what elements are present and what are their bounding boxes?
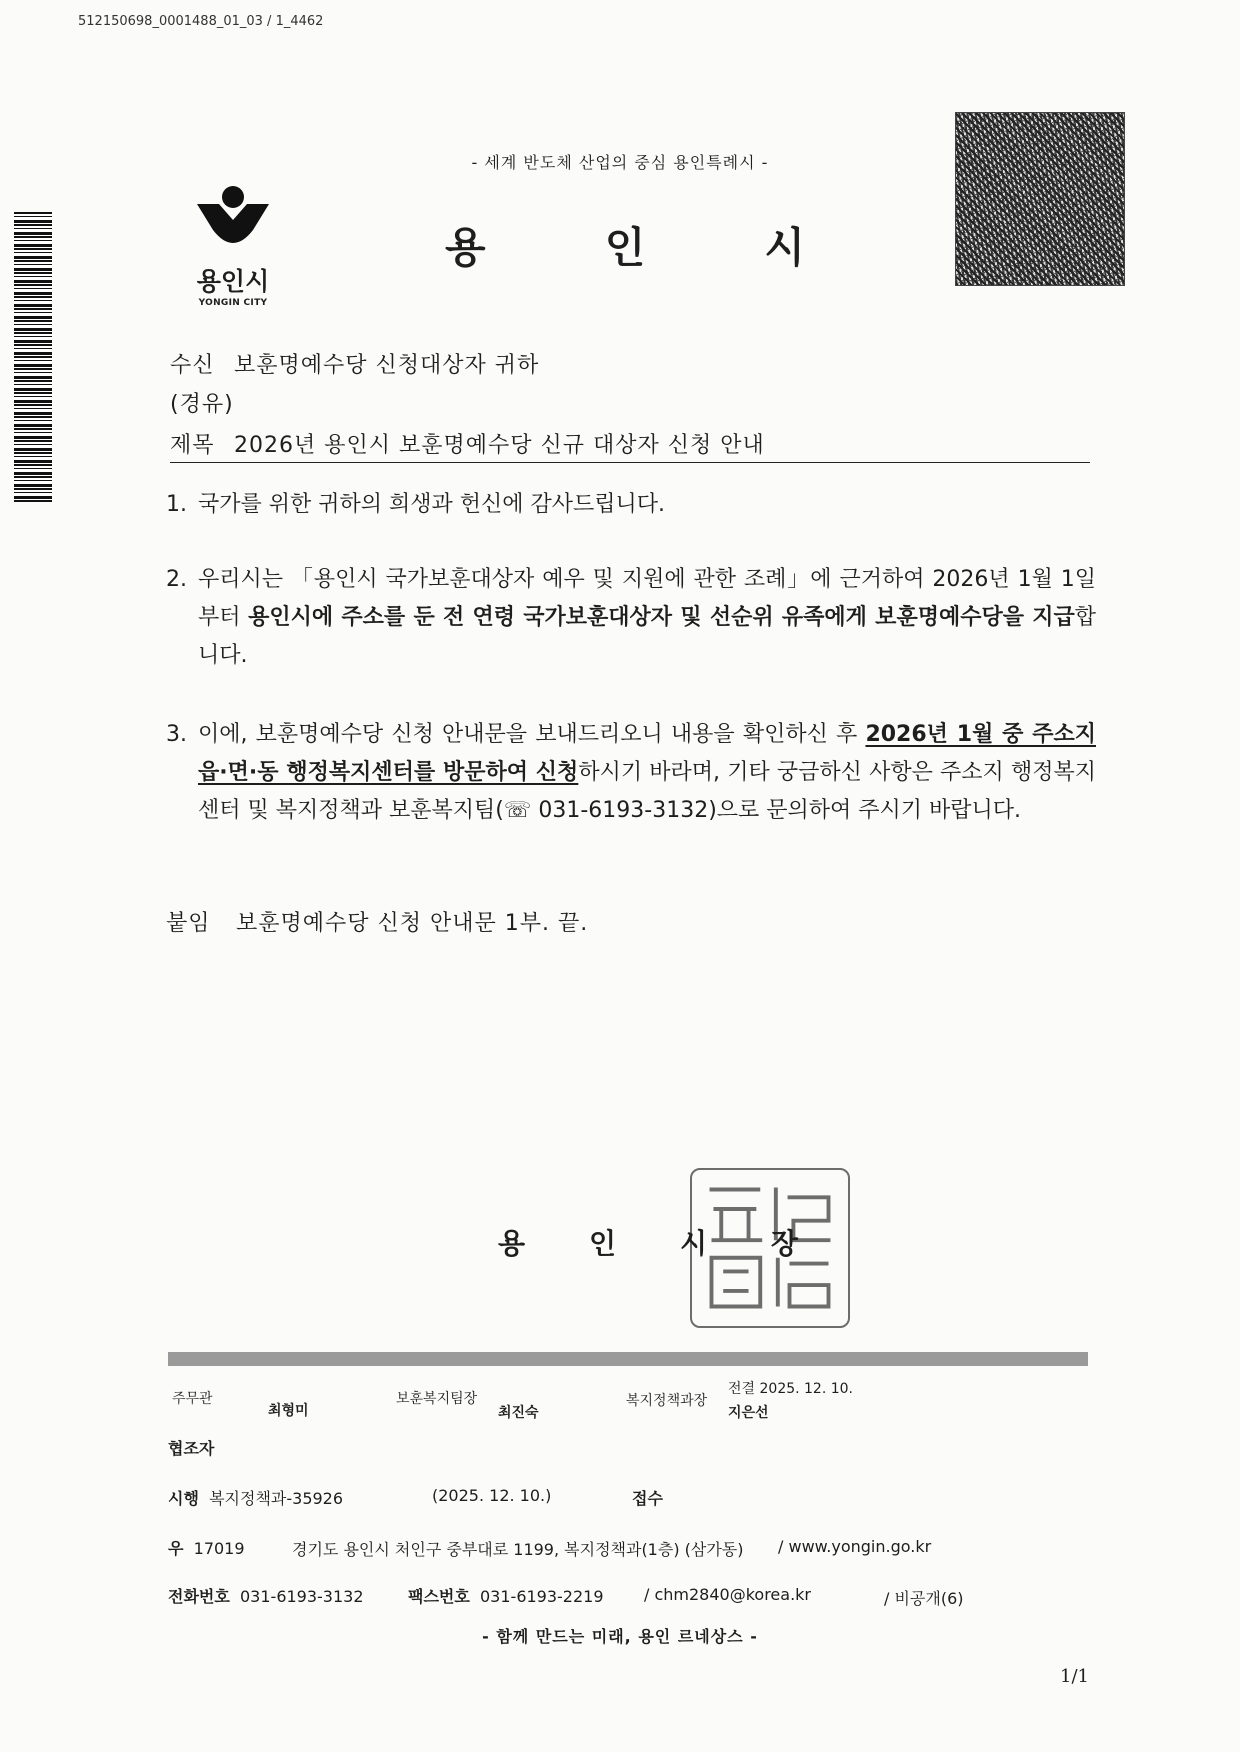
mayor-char: 장 xyxy=(770,1227,798,1260)
paragraph-text: 국가를 위한 귀하의 희생과 헌신에 감사드립니다. xyxy=(198,492,666,517)
enforcement-label: 시행 xyxy=(168,1489,199,1508)
paragraph-3 xyxy=(166,716,1096,830)
attachment-label: 붙임 xyxy=(166,911,211,936)
enforcement-number: 복지정책과-35926 xyxy=(209,1489,344,1508)
top-slogan: - 세계 반도체 산업의 중심 용인특례시 - xyxy=(471,153,769,172)
paragraph-text: 이에, 보훈명예수당 신청 안내문을 보내드리오니 내용을 확인하신 후 xyxy=(198,722,866,747)
paragraph-emphasis: 용인시에 주소를 둔 전 연령 국가보훈대상자 및 선순위 유족에게 보훈명예수당을 지급 xyxy=(248,605,1075,630)
postal-label: 우 xyxy=(168,1539,184,1558)
issuer-title-char: 용 xyxy=(445,223,486,272)
recipient: 보훈명예수당 신청대상자 귀하 xyxy=(234,353,540,378)
paragraph-number: 2. xyxy=(166,567,187,592)
fax-label: 팩스번호 xyxy=(408,1587,470,1606)
paragraph-2 xyxy=(166,561,1096,675)
via-label: (경유) xyxy=(170,392,234,417)
phone-number: 031-6193-3132 xyxy=(240,1587,364,1606)
enforcement-date: (2025. 12. 10.) xyxy=(432,1486,552,1505)
document-id: 512150698_0001488_01_03 / 1_4462 xyxy=(78,14,324,29)
section-chief-label: 복지정책과장 xyxy=(626,1393,708,1409)
yongin-logo xyxy=(188,186,278,308)
cooperator-label: 협조자 xyxy=(168,1439,215,1458)
logo-name: 용인시 xyxy=(196,267,270,296)
paragraph-emphasis: 2026년 1월 중 주소지 읍·면·동 행정복지센터를 방문하여 신청 xyxy=(198,722,1097,785)
receipt-label: 접수 xyxy=(632,1489,663,1508)
page-number: 1/1 xyxy=(1060,1666,1089,1687)
phone-row xyxy=(168,1584,364,1607)
footer-bar xyxy=(168,1352,1088,1366)
final-approval-note: 전결 2025. 12. 10. xyxy=(728,1381,854,1397)
recipient-label: 수신 xyxy=(170,353,215,378)
website-link[interactable]: / www.yongin.go.kr xyxy=(778,1537,932,1556)
disclosure-status: / 비공개(6) xyxy=(884,1589,964,1608)
paragraph-number: 3. xyxy=(166,722,187,747)
address-row xyxy=(168,1536,245,1559)
paragraph-text: 우리시는 「용인시 국가보훈대상자 예우 및 지원에 관한 조례」에 근거하여 2026년 1월 1일부터 xyxy=(198,567,1096,630)
email-link[interactable]: / chm2840@korea.kr xyxy=(644,1585,812,1604)
logo-emblem-icon xyxy=(195,186,271,266)
fax-number: 031-6193-2219 xyxy=(480,1587,604,1606)
mayor-char: 용 xyxy=(498,1227,526,1260)
team-lead-name: 최진숙 xyxy=(498,1405,539,1421)
paragraph-number: 1. xyxy=(166,492,187,517)
fax-row xyxy=(408,1584,604,1607)
subject-label: 제목 xyxy=(170,433,215,458)
via-row xyxy=(170,387,234,418)
paragraph-1 xyxy=(166,486,1096,524)
header-divider xyxy=(170,462,1090,463)
issuer-title-char: 시 xyxy=(764,223,805,272)
mayor-signature xyxy=(498,1222,798,1262)
phone-label: 전화번호 xyxy=(168,1587,230,1606)
issuer-title-char: 인 xyxy=(604,223,646,272)
bottom-slogan: - 함께 만드는 미래, 용인 르네상스 - xyxy=(482,1627,758,1646)
officer-label: 주무관 xyxy=(172,1391,213,1407)
mayor-char: 인 xyxy=(588,1227,617,1260)
enforcement-row xyxy=(168,1486,343,1509)
logo-subtitle: YONGIN CITY xyxy=(198,298,268,308)
subject: 2026년 용인시 보훈명예수당 신규 대상자 신청 안내 xyxy=(234,433,765,458)
team-lead-label: 보훈복지팀장 xyxy=(396,1391,478,1407)
postal-code: 17019 xyxy=(193,1539,245,1558)
mayor-char: 시 xyxy=(679,1227,707,1260)
address: 경기도 용인시 처인구 중부대로 1199, 복지정책과(1층) (삼가동) xyxy=(292,1540,744,1559)
issuer-title xyxy=(445,215,805,275)
officer-name: 최형미 xyxy=(268,1403,309,1419)
qr-code xyxy=(955,112,1125,286)
recipient-row xyxy=(170,348,539,379)
paragraph-text: 하시기 바라며, 기타 궁금하신 사항은 주소지 행정복지센터 및 복지정책과 보훈복지팀(☏ 031-6193-3132)으로 문의하여 주시기 바랍니다. xyxy=(198,760,1097,823)
barcode xyxy=(14,212,52,502)
attachment-text: 보훈명예수당 신청 안내문 1부. 끝. xyxy=(236,911,589,936)
subject-row xyxy=(170,428,765,459)
attachment xyxy=(166,906,588,937)
section-chief-name: 지은선 xyxy=(728,1405,769,1421)
paragraph-text: 합니다. xyxy=(198,605,1096,668)
